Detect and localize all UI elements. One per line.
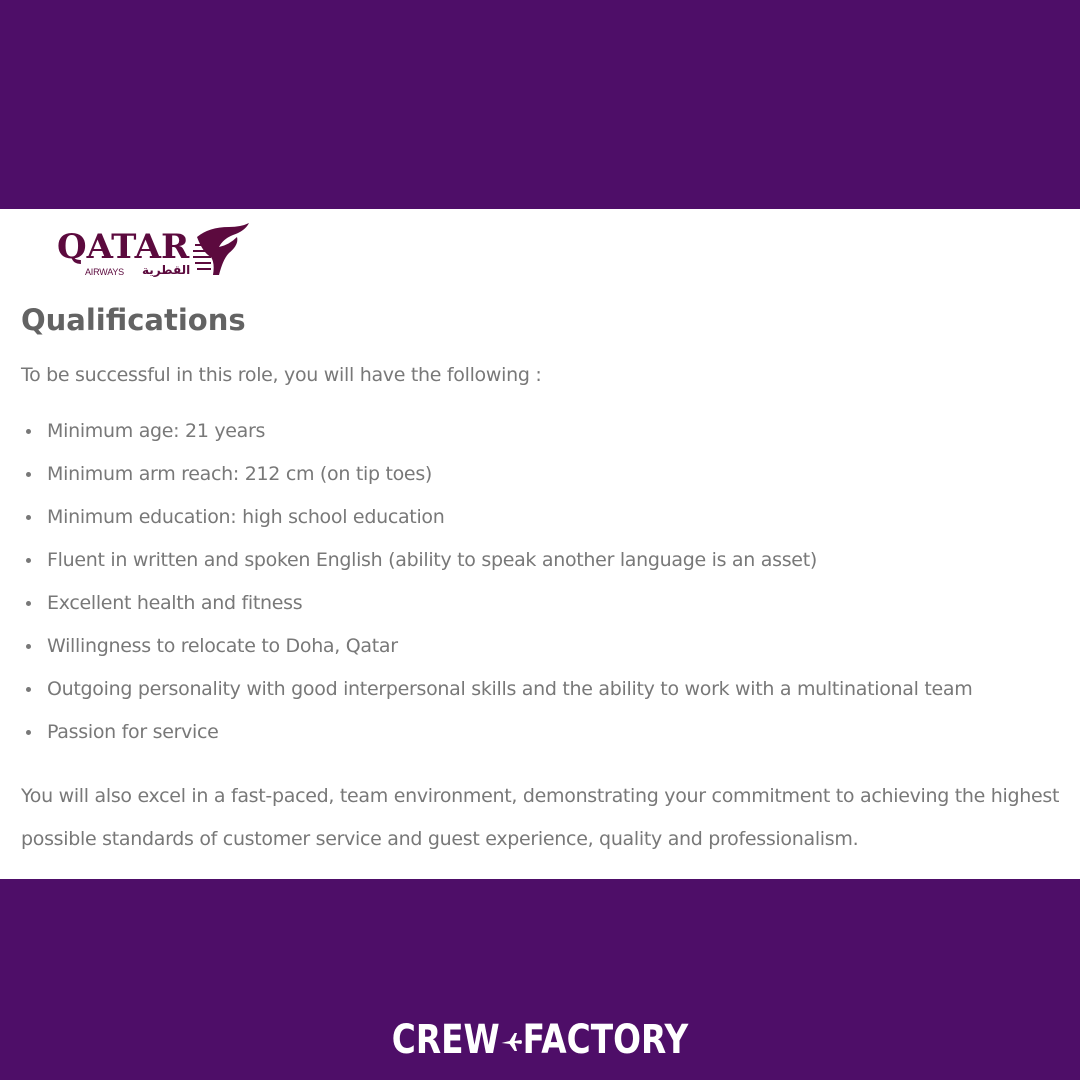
bullet-icon [26, 644, 31, 649]
bullet-icon [26, 472, 31, 477]
bullet-icon [26, 601, 31, 606]
qualifications-list [21, 417, 972, 761]
list-item-text: Minimum education: high school education [47, 506, 445, 528]
list-item-text: Passion for service [47, 721, 219, 743]
list-item [21, 675, 972, 718]
logo-wordmark: QATAR [57, 227, 190, 267]
bullet-icon [26, 429, 31, 434]
list-item-text: Excellent health and fitness [47, 592, 303, 614]
list-item [21, 718, 972, 761]
list-item-text: Minimum age: 21 years [47, 420, 266, 442]
list-item-text: Outgoing personality with good interpersonal skills and the ability to work with a multinational team [47, 678, 973, 700]
intro-text: To be successful in this role, you will have the following : [21, 364, 542, 386]
plane-icon [500, 1031, 523, 1053]
logo-arabic-text: القطرية [142, 263, 191, 277]
list-item-text: Fluent in written and spoken English (ability to speak another language is an asset) [47, 549, 817, 571]
list-item-text: Minimum arm reach: 212 cm (on tip toes) [47, 463, 433, 485]
list-item [21, 589, 972, 632]
brand-right-text: FACTORY [522, 1017, 689, 1063]
job-qualifications-card [0, 209, 1080, 879]
closing-paragraph: You will also excel in a fast-paced, team environment, demonstrating your commitment to achieving the highest possible standards of customer service and guest experience, quality and professionalism. [21, 785, 1060, 850]
oryx-icon [189, 223, 251, 279]
list-item [21, 546, 972, 589]
crew-factory-logo [97, 1014, 983, 1066]
brand-left-text: CREW [391, 1017, 500, 1063]
list-item [21, 632, 972, 675]
list-item [21, 417, 972, 460]
page-title: Qualifications [21, 303, 246, 337]
list-item [21, 503, 972, 546]
list-item [21, 460, 972, 503]
bullet-icon [26, 687, 31, 692]
qatar-airways-logo [57, 223, 257, 285]
bullet-icon [26, 515, 31, 520]
bullet-icon [26, 730, 31, 735]
list-item-text: Willingness to relocate to Doha, Qatar [47, 635, 398, 657]
logo-subtitle: AIRWAYS [85, 267, 124, 277]
bullet-icon [26, 558, 31, 563]
